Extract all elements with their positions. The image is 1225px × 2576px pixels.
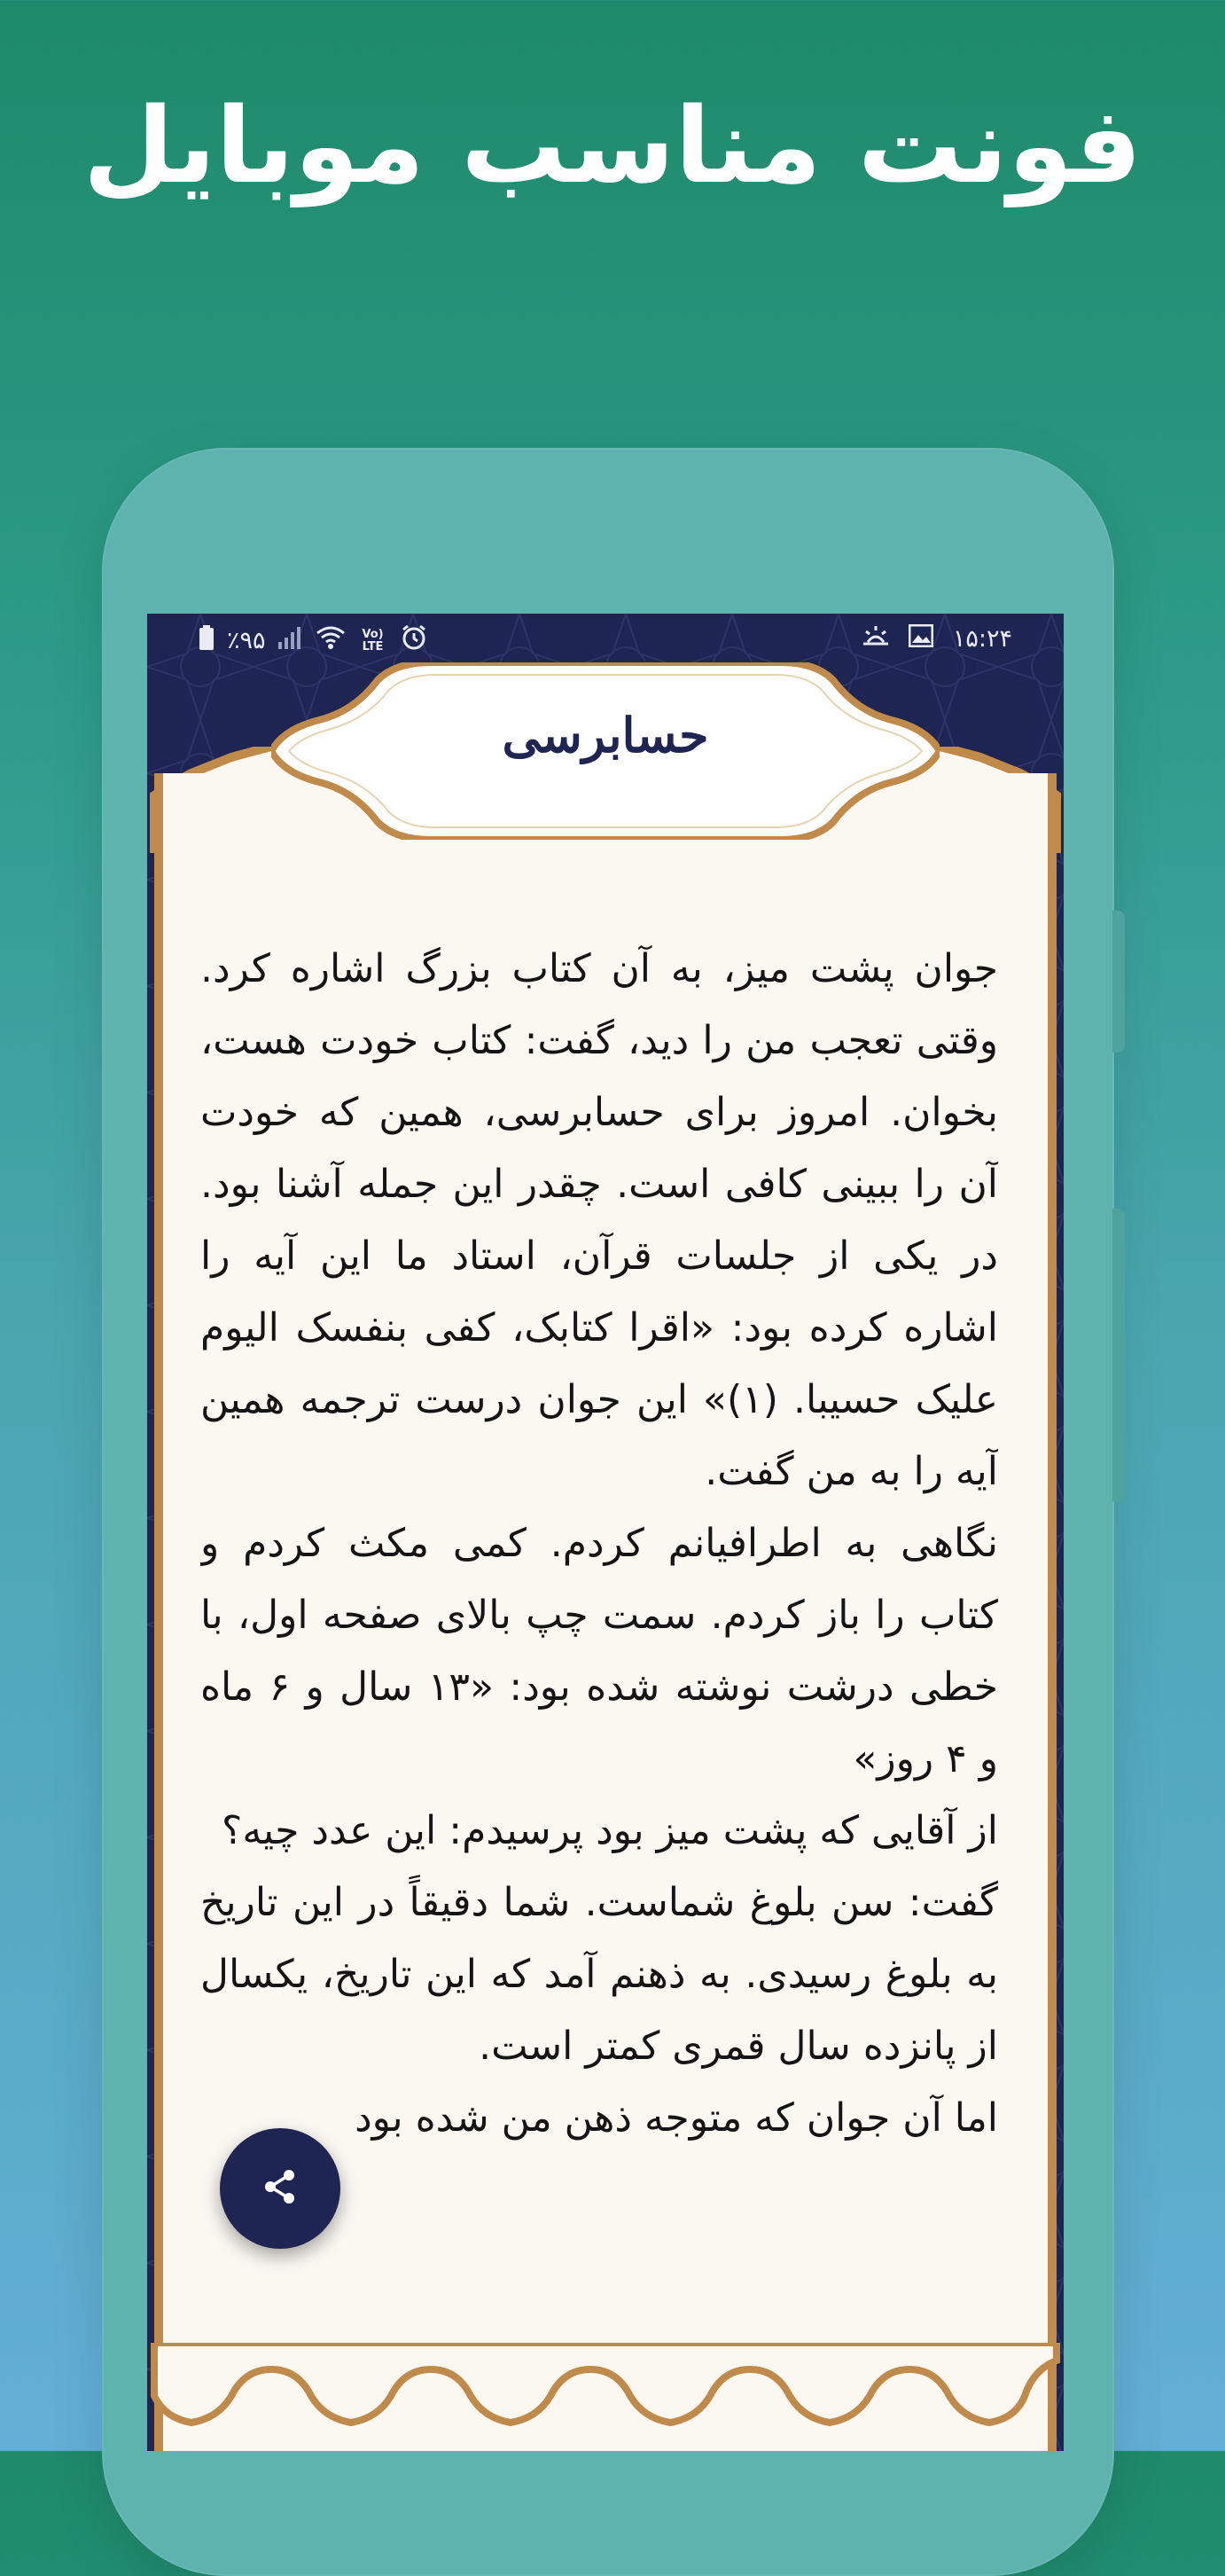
clock: ۱۵:۲۴ <box>952 625 1012 653</box>
battery-icon <box>199 625 215 656</box>
alarm-icon <box>401 624 427 657</box>
article-body[interactable] <box>200 933 998 2307</box>
share-button[interactable] <box>220 2128 340 2249</box>
promo-headline: فونت مناسب موبایل <box>82 84 1143 207</box>
app-screen <box>147 614 1064 2451</box>
phone-power-button <box>1112 1209 1125 1501</box>
paragraph: جوان پشت میز، به آن کتاب بزرگ اشاره کرد. وقتی تعجب من را دید، گفت: کتاب خودت هست، بخوان. امروز برای حسابرسی، همین که خودت آن را ببینی کافی است. چقدر این جمله آشنا بود. در یکی از جلسات قرآن، استاد ما این آیه را اشاره کرده بود: «اقرا کتابک، کفی بنفسک الیوم علیک حسیبا. (۱)» این جوان درست ترجمه همین آیه را به من گفت. <box>200 946 998 1494</box>
wifi-icon <box>316 626 346 655</box>
image-icon <box>909 624 933 654</box>
article-title: حسابرسی <box>502 707 709 763</box>
share-icon <box>261 2167 300 2210</box>
phone-volume-button <box>1112 911 1125 1053</box>
signal-icon <box>278 626 303 655</box>
status-bar <box>147 614 1064 663</box>
bottom-frame-ornament <box>147 2343 1064 2451</box>
paragraph: نگاهی به اطرافیانم کردم. کمی مکث کردم و کتاب را باز کردم. سمت چپ بالای صفحه اول، با خطی درشت نوشته شده بود: «۱۳ سال و ۶ ماه و ۴ روز» <box>200 1521 998 1781</box>
paragraph: از آقایی که پشت میز بود پرسیدم: این عدد چیه؟ <box>221 1808 998 1853</box>
text-fade <box>200 2236 998 2316</box>
brightness-icon <box>862 624 889 654</box>
volte-icon: Vo) LTE <box>362 627 384 654</box>
battery-level: ٪۹۵ <box>227 627 266 654</box>
paragraph: اما آن جوان که متوجه ذهن من شده بود <box>355 2095 998 2141</box>
paragraph: گفت: سن بلوغ شماست. شما دقیقاً در این تاریخ به بلوغ رسیدی. به ذهنم آمد که این تاریخ، یکسال از پانزده سال قمری کمتر است. <box>200 1880 998 2069</box>
